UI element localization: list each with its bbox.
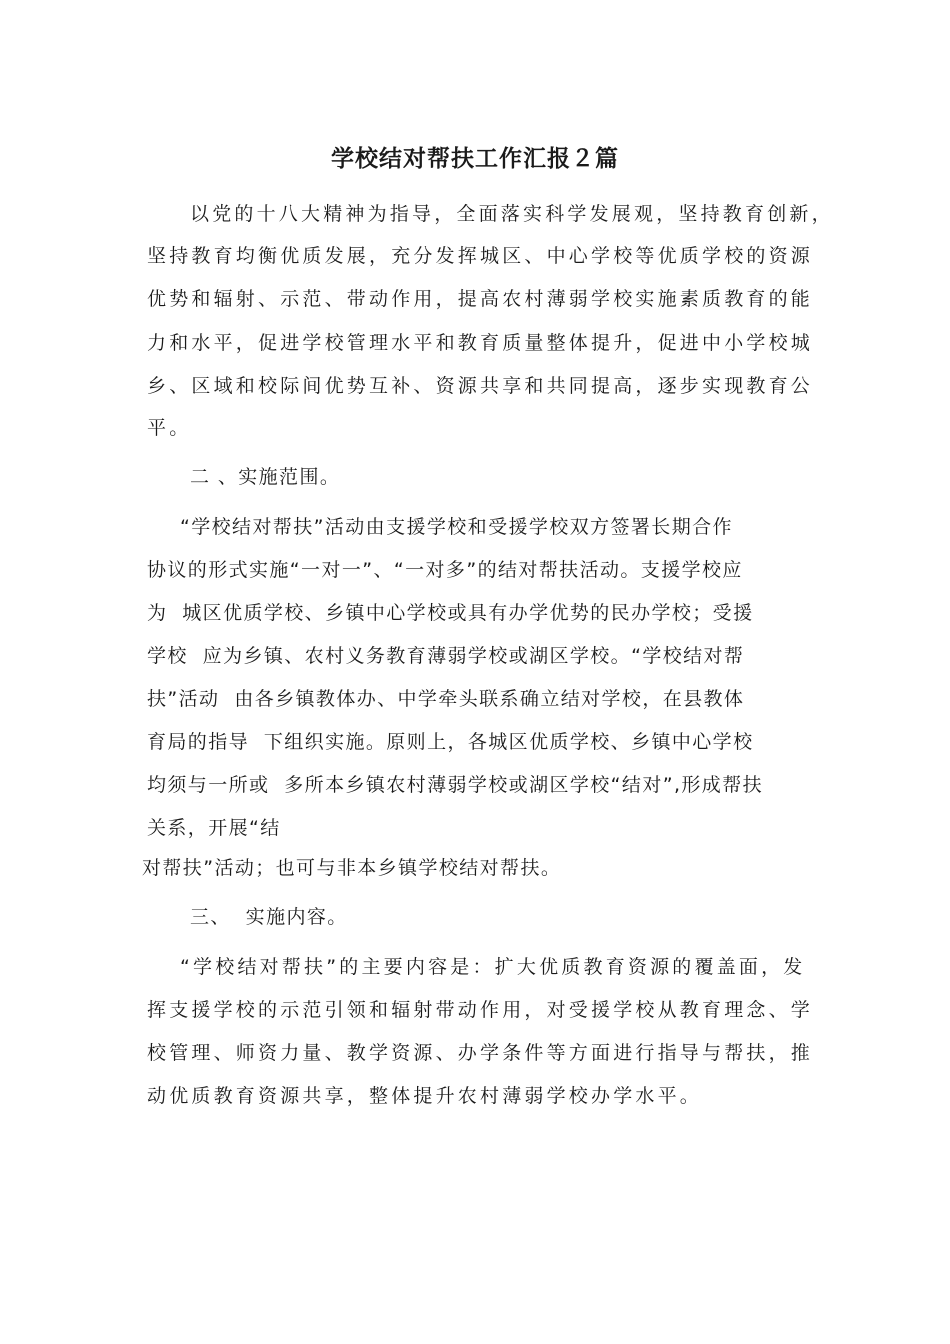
section-heading: 二 、实施范围。 bbox=[190, 466, 341, 488]
paragraph-line: 扶”活动 由各乡镇教体办、中学牵头联系确立结对学校，在县教体 bbox=[147, 688, 745, 710]
paragraph-line: “学校结对帮扶”活动由支援学校和受援学校双方签署长期合作 bbox=[180, 516, 733, 538]
paragraph-line: 优势和辐射、示范、带动作用，提高农村薄弱学校实施素质教育的能 bbox=[147, 288, 814, 310]
paragraph-line: 均须与一所或 多所本乡镇农村薄弱学校或湖区学校“结对”,形成帮扶 bbox=[147, 774, 764, 796]
paragraph-line: 平。 bbox=[147, 417, 192, 439]
paragraph-line: 动优质教育资源共享，整体提升农村薄弱学校办学水平。 bbox=[147, 1085, 703, 1107]
section-heading: 三、 实施内容。 bbox=[190, 906, 348, 928]
paragraph-line: 校管理、师资力量、教学资源、办学条件等方面进行指导与帮扶，推 bbox=[147, 1042, 814, 1064]
paragraph-line: 协议的形式实施“一对一”、“一对多”的结对帮扶活动。支援学校应 bbox=[147, 559, 743, 581]
paragraph-line: “学校结对帮扶”的主要内容是：扩大优质教育资源的覆盖面，发 bbox=[180, 956, 806, 978]
paragraph-line: 乡、区域和校际间优势互补、资源共享和共同提高，逐步实现教育公 bbox=[147, 375, 814, 397]
paragraph-line: 坚持教育均衡优质发展，充分发挥城区、中心学校等优质学校的资源 bbox=[147, 245, 814, 267]
paragraph-line: 对帮扶”活动；也可与非本乡镇学校结对帮扶。 bbox=[142, 857, 562, 879]
paragraph-line: 为 城区优质学校、乡镇中心学校或具有办学优势的民办学校；受援 bbox=[147, 602, 754, 624]
paragraph-line: 关系，开展“结 bbox=[147, 817, 281, 839]
paragraph-line: 育局的指导 下组织实施。原则上，各城区优质学校、乡镇中心学校 bbox=[147, 731, 754, 753]
document-title: 学校结对帮扶工作汇报２篇 bbox=[331, 146, 619, 172]
paragraph-line: 力和水平，促进学校管理水平和教育质量整体提升，促进中小学校城 bbox=[147, 332, 814, 354]
paragraph-line: 以党的十八大精神为指导，全面落实科学发展观，坚持教育创新， bbox=[190, 203, 834, 225]
paragraph-line: 学校 应为乡镇、农村义务教育薄弱学校或湖区学校。“学校结对帮 bbox=[147, 645, 745, 667]
paragraph-line: 挥支援学校的示范引领和辐射带动作用，对受援学校从教育理念、学 bbox=[147, 999, 814, 1021]
